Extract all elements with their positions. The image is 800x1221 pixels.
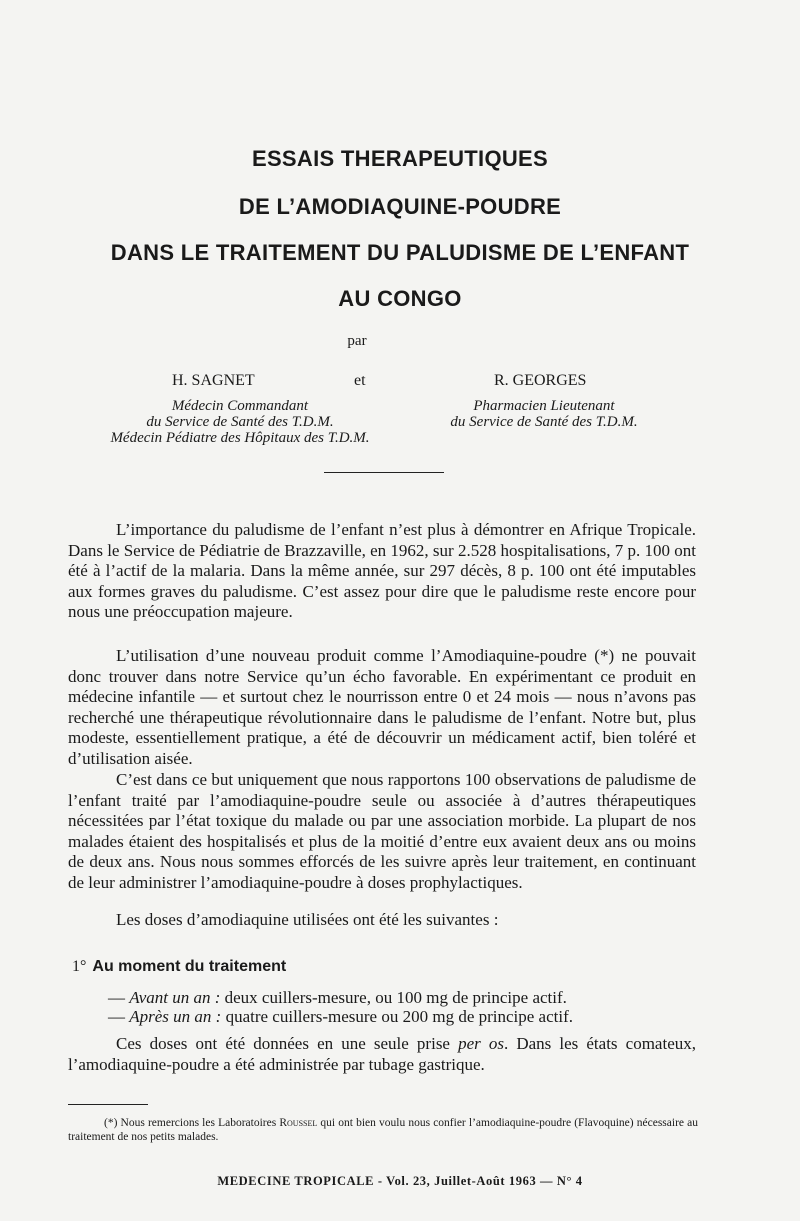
section-number: 1° (72, 958, 87, 975)
dose-item-2 (108, 1007, 698, 1027)
title-line-3: DANS LE TRAITEMENT DU PALUDISME DE L’ENFANT (110, 240, 690, 265)
closing-italic: per os (458, 1034, 504, 1053)
section-title: Au moment du traitement (92, 958, 287, 975)
affiliation-line: Médecin Pédiatre des Hôpitaux des T.D.M. (110, 430, 370, 446)
title-line-1: ESSAIS THERAPEUTIQUES (251, 146, 549, 171)
author-1-name: H. SAGNET (172, 372, 255, 389)
closing-text-2: . Dans les états comateux, l’amodiaquine-poudre a été administrée par tubage gastrique. (68, 1034, 696, 1074)
title-line-2: DE L’AMODIAQUINE-POUDRE (238, 194, 562, 219)
author-conjunction: et (354, 372, 366, 389)
footnote-smallcaps: Roussel (279, 1117, 318, 1129)
dose-text: deux cuillers-mesure, ou 100 mg de principe actif. (224, 988, 567, 1007)
closing-text-1: Ces doses ont été données en une seule prise (116, 1034, 459, 1053)
closing-paragraph (68, 1034, 696, 1075)
author-2-name: R. GEORGES (494, 372, 587, 389)
title-divider (324, 472, 444, 473)
journal-footer: MEDECINE TROPICALE - Vol. 23, Juillet-Août 1963 — N° 4 (217, 1174, 583, 1188)
footnote-text-1: (*) Nous remercions les Laboratoires (104, 1117, 280, 1129)
affiliation-line: Pharmacien Lieutenant (473, 398, 615, 414)
paragraph-2: L’utilisation d’une nouveau produit comme l’Amodiaquine-poudre (*) ne pouvait donc trouver dans notre Service qu’un écho favorable. En expérimentant ce produit en médecine infantile — et surtout chez le nourrisson entre 0 et 24 mois — nous n’avons pas recherché une thérapeutique révolutionnaire dans le paludisme de l’enfant. Notre but, plus modeste, essentiellement pratique, a été de découvrir un médicament actif, bien toléré et d’utilisation aisée. (68, 646, 696, 768)
section-heading (72, 958, 286, 976)
affiliation-line: du Service de Santé des T.D.M. (450, 414, 638, 430)
footnote-text-2: qui ont bien voulu nous confier l’amodiaquine-poudre (Flavoquine) nécessaire au traitement de nos petits malades. (68, 1117, 698, 1143)
dose-label: Avant un an : (129, 988, 221, 1007)
author-1-affiliation (70, 398, 410, 446)
paragraph-1: L’importance du paludisme de l’enfant n’est plus à démontrer en Afrique Tropicale. Dans le Service de Pédiatrie de Brazzaville, en 1962, sur 2.528 hospitalisations, 7 p. 100 ont été à l’actif de la malaria. Dans la même année, sur 297 décès, 8 p. 100 ont été imputables aux formes graves du paludisme. C’est assez pour dire que le paludisme reste encore pour nous une préoccupation majeure. (68, 520, 696, 621)
footnote-divider (68, 1104, 148, 1105)
affiliation-line: Médecin Commandant (171, 398, 309, 414)
title-line-4: AU CONGO (338, 286, 462, 311)
dose-label: Après un an : (129, 1007, 222, 1026)
dose-text: quatre cuillers-mesure ou 200 mg de principe actif. (225, 1007, 574, 1026)
paragraph-3: C’est dans ce but uniquement que nous rapportons 100 observations de paludisme de l’enfant traité par l’amodiaquine-poudre seule ou associée à d’autres thérapeutiques nécessitées par l’état toxique du malade ou par une association morbide. La plupart de nos malades étaient des hospitalisés et plus de la moitié d’entre eux avaient deux ans ou moins de deux ans. Nous nous sommes efforcés de les suivre après leur traitement, en continuant de leur administrer l’amodiaquine-poudre à doses prophylactiques. (68, 770, 696, 892)
author-2-affiliation (424, 398, 664, 430)
byline (0, 333, 770, 350)
dose-item-1 (108, 988, 698, 1008)
dose-dash: — (108, 1007, 125, 1026)
affiliation-line: du Service de Santé des T.D.M. (146, 414, 334, 430)
paragraph-4: Les doses d’amodiaquine utilisées ont été les suivantes : (116, 910, 499, 929)
byline-text: par (347, 333, 367, 349)
footnote (68, 1116, 698, 1144)
dose-dash: — (108, 988, 125, 1007)
